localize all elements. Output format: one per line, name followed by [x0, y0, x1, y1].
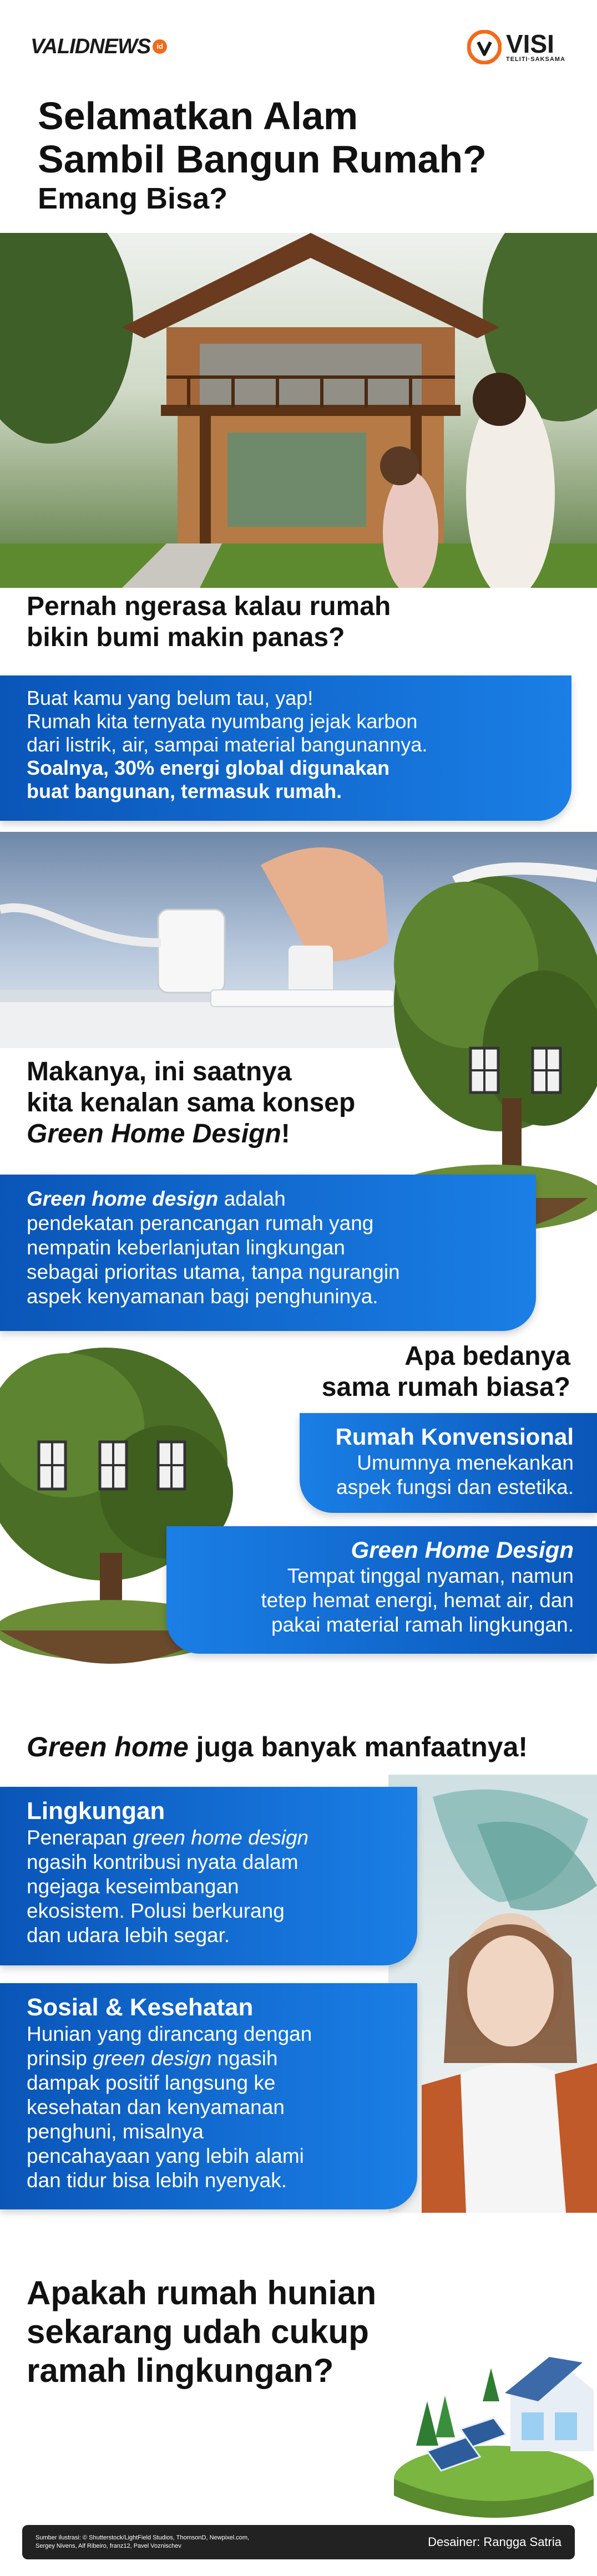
woman-leaves-photo: [388, 1775, 597, 2213]
closing-line1: Apakah rumah hunian: [27, 2274, 377, 2311]
section2-box-line1: [27, 1187, 536, 1211]
section3-heading-line2: sama rumah biasa?: [321, 1373, 570, 1402]
section4-heading-rest: juga banyak manfaatnya!: [188, 1731, 528, 1762]
environment-line2: ngasih kontribusi nyata dalam: [27, 1851, 298, 1873]
hero-title: [38, 94, 570, 216]
environment-benefit-box: [0, 1787, 417, 1965]
visi-logo[interactable]: [467, 28, 565, 67]
section2-info-box: [0, 1175, 536, 1331]
section2-box-line4: sebagai prioritas utama, tanpa ngurangin: [27, 1261, 400, 1283]
section2-heading-line3: [27, 1119, 448, 1150]
environment-line4: ekosistem. Polusi berkurang: [27, 1899, 285, 1922]
green-home-title: Green Home Design: [351, 1537, 574, 1563]
section2-heading-italic: Green Home Design: [27, 1119, 281, 1149]
closing-line2: sekarang udah cukup: [27, 2313, 369, 2350]
environment-line1-italic: green home design: [133, 1826, 309, 1849]
section2-heading-end: !: [281, 1119, 290, 1149]
section1-box-line1: Buat kamu yang belum tau, yap!: [27, 687, 313, 709]
social-line2-end: ngasih: [211, 2047, 278, 2070]
footer-source-line1: Sumber ilustrasi: © Shutterstock/LightField Studios, ThomsonD, Newpixel.com,: [36, 2534, 250, 2541]
social-line1: Hunian yang dirancang dengan: [27, 2023, 312, 2045]
footer-bar: [22, 2525, 575, 2559]
footer-designer: Desainer: Rangga Satria: [428, 2535, 561, 2549]
environment-title: Lingkungan: [27, 1797, 165, 1825]
section2-heading: [27, 1056, 448, 1150]
social-line3: dampak positif langsung ke: [27, 2071, 276, 2094]
hero-subtitle: Emang Bisa?: [38, 182, 228, 215]
closing-line3: ramah lingkungan?: [27, 2352, 334, 2389]
environment-line3: ngejaga keseimbangan: [27, 1875, 239, 1898]
section1-info-box: [0, 675, 571, 821]
eco-house-icon: [383, 2329, 597, 2523]
section1-heading-line1: Pernah ngerasa kalau rumah: [27, 592, 391, 621]
validnews-logo[interactable]: [31, 35, 167, 58]
section2-heading-line2: kita kenalan sama konsep: [27, 1088, 356, 1117]
section2-box-line2: pendekatan perancangan rumah yang: [27, 1212, 374, 1234]
footer-source-line2: Sergey Nivens, Alf Ribeiro, franz12, Pavel Voznischev: [36, 2543, 181, 2549]
social-title: Sosial & Kesehatan: [27, 1994, 254, 2021]
social-line6: pencahayaan yang lebih alami: [27, 2145, 304, 2167]
green-home-line3: pakai material ramah lingkungan.: [271, 1613, 574, 1636]
conventional-title: Rumah Konvensional: [335, 1424, 574, 1450]
section4-heading: [27, 1730, 581, 1764]
hero-title-line2: Sambil Bangun Rumah?: [38, 138, 487, 181]
green-home-line1: Tempat tinggal nyaman, namun: [287, 1564, 574, 1587]
section4-heading-italic: Green home: [27, 1731, 189, 1762]
section4-heading-text: [27, 1730, 581, 1764]
section2-heading-line1: Makanya, ini saatnya: [27, 1057, 292, 1086]
social-line5: penghuni, misalnya: [27, 2120, 204, 2143]
conventional-home-box: [300, 1413, 597, 1513]
social-health-benefit-box: [0, 1983, 417, 2209]
woman-illustration: [388, 1775, 597, 2213]
social-line7: dan tidur bisa lebih nyenyak.: [27, 2169, 287, 2192]
social-line2-italic: green design: [93, 2047, 212, 2070]
hero-photo-house: [0, 233, 597, 588]
environment-line1-start: Penerapan: [27, 1826, 133, 1849]
footer-sources: [36, 2534, 249, 2550]
section2-box-italic: Green home design: [27, 1187, 219, 1210]
conventional-line1: Umumnya menekankan: [357, 1451, 574, 1474]
section2-box-line3: nempatin keberlanjutan lingkungan: [27, 1236, 345, 1259]
environment-line1: [27, 1826, 417, 1850]
green-home-line2: tetep hemat energi, hemat air, dan: [261, 1589, 574, 1612]
section3-heading-line1: Apa bedanya: [404, 1342, 570, 1371]
section1-box-bold-line2: buat bangunan, termasuk rumah.: [27, 780, 342, 802]
conventional-line2: aspek fungsi dan estetika.: [336, 1476, 574, 1498]
section2-box-line5: aspek kenyamanan bagi penghuninya.: [27, 1285, 378, 1308]
section1-box-bold-line1: Soalnya, 30% energi global digunakan: [27, 756, 390, 779]
hero-house-illustration: [0, 233, 597, 588]
closing-question: [27, 2274, 437, 2390]
validnews-badge: id: [153, 39, 167, 54]
validnews-wordmark: VALIDNEWS: [31, 34, 151, 58]
social-line4: kesehatan dan kenyamanan: [27, 2096, 285, 2118]
green-home-box: [166, 1526, 597, 1654]
section1-heading: [27, 591, 526, 653]
section2-box-line1-rest: adalah: [218, 1187, 286, 1210]
hero-title-line1: Selamatkan Alam: [38, 94, 358, 138]
section3-heading: [222, 1341, 570, 1403]
visi-tagline: TELITI·SAKSAMA: [506, 56, 565, 63]
social-line2-start: prinsip: [27, 2047, 93, 2070]
section1-box-line2: Rumah kita ternyata nyumbang jejak karbon: [27, 710, 418, 733]
visi-circle-icon: [467, 30, 502, 64]
section1-box-line3: dari listrik, air, sampai material bangunannya.: [27, 733, 428, 756]
eco-house-island-illustration: [383, 2329, 597, 2523]
visi-wordmark: VISI: [506, 29, 554, 58]
header-bar: [0, 0, 597, 100]
section1-heading-line2: bikin bumi makin panas?: [27, 623, 345, 652]
environment-line5: dan udara lebih segar.: [27, 1924, 230, 1947]
social-line2: [27, 2046, 417, 2071]
